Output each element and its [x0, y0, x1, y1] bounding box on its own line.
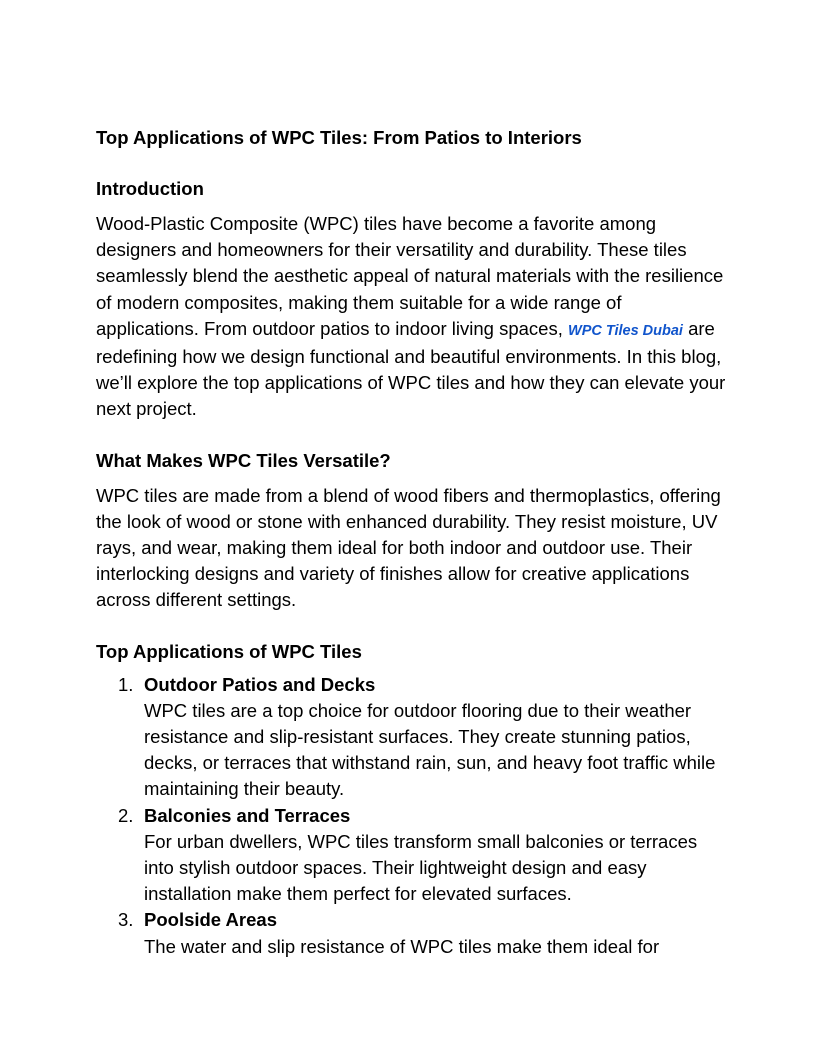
list-item — [96, 672, 726, 803]
applications-heading: Top Applications of WPC Tiles — [96, 640, 362, 662]
intro-text-after-link: are redefining how we design functional and beautiful environments. In this blog, we’ll explore the top applications of WPC tiles and how they can elevate your next project. — [96, 317, 726, 420]
wpc-tiles-dubai-link[interactable]: WPC Tiles Dubai — [568, 322, 683, 339]
document-content — [96, 126, 726, 960]
list-item-title: Outdoor Patios and Decks — [144, 673, 376, 695]
list-item — [96, 907, 726, 959]
list-item-title: Balconies and Terraces — [144, 804, 351, 826]
list-item-description: The water and slip resistance of WPC tiles make them ideal for — [144, 935, 660, 957]
list-item-number: 2. — [118, 804, 134, 826]
list-item-number: 3. — [118, 909, 134, 931]
document-title: Top Applications of WPC Tiles: From Patios to Interiors — [96, 127, 582, 148]
list-item — [96, 803, 726, 908]
section-spacer — [96, 423, 726, 449]
intro-paragraph — [96, 211, 726, 423]
intro-text-before-link: Wood-Plastic Composite (WPC) tiles have become a favorite among designers and homeowners for their versatility and durability. These tiles seamlessly blend the aesthetic appeal of natural materials with the resilience of modern composites, making them suitable for a wide range of applications. From outdoor patios to indoor living spaces, — [96, 213, 724, 339]
list-item-description: For urban dwellers, WPC tiles transform small balconies or terraces into stylish outdoor spaces. Their lightweight design and easy installation make them perfect for elevated surfaces. — [144, 830, 698, 905]
applications-list — [96, 672, 726, 960]
versatile-paragraph: WPC tiles are made from a blend of wood fibers and thermoplastics, offering the look of wood or stone with enhanced durability. They resist moisture, UV rays, and wear, making them ideal for both indoor and outdoor use. Their interlocking designs and variety of finishes allow for creative applications across different settings. — [96, 484, 721, 611]
section-spacer — [96, 614, 726, 640]
versatile-heading: What Makes WPC Tiles Versatile? — [96, 449, 391, 471]
list-item-title: Poolside Areas — [144, 909, 277, 931]
list-item-description: WPC tiles are a top choice for outdoor flooring due to their weather resistance and slip-resistant surfaces. They create stunning patios, decks, or terraces that withstand rain, sun, and heavy foot traffic while maintaining their beauty. — [144, 699, 716, 800]
intro-heading: Introduction — [96, 178, 204, 199]
list-item-number: 1. — [118, 673, 134, 695]
